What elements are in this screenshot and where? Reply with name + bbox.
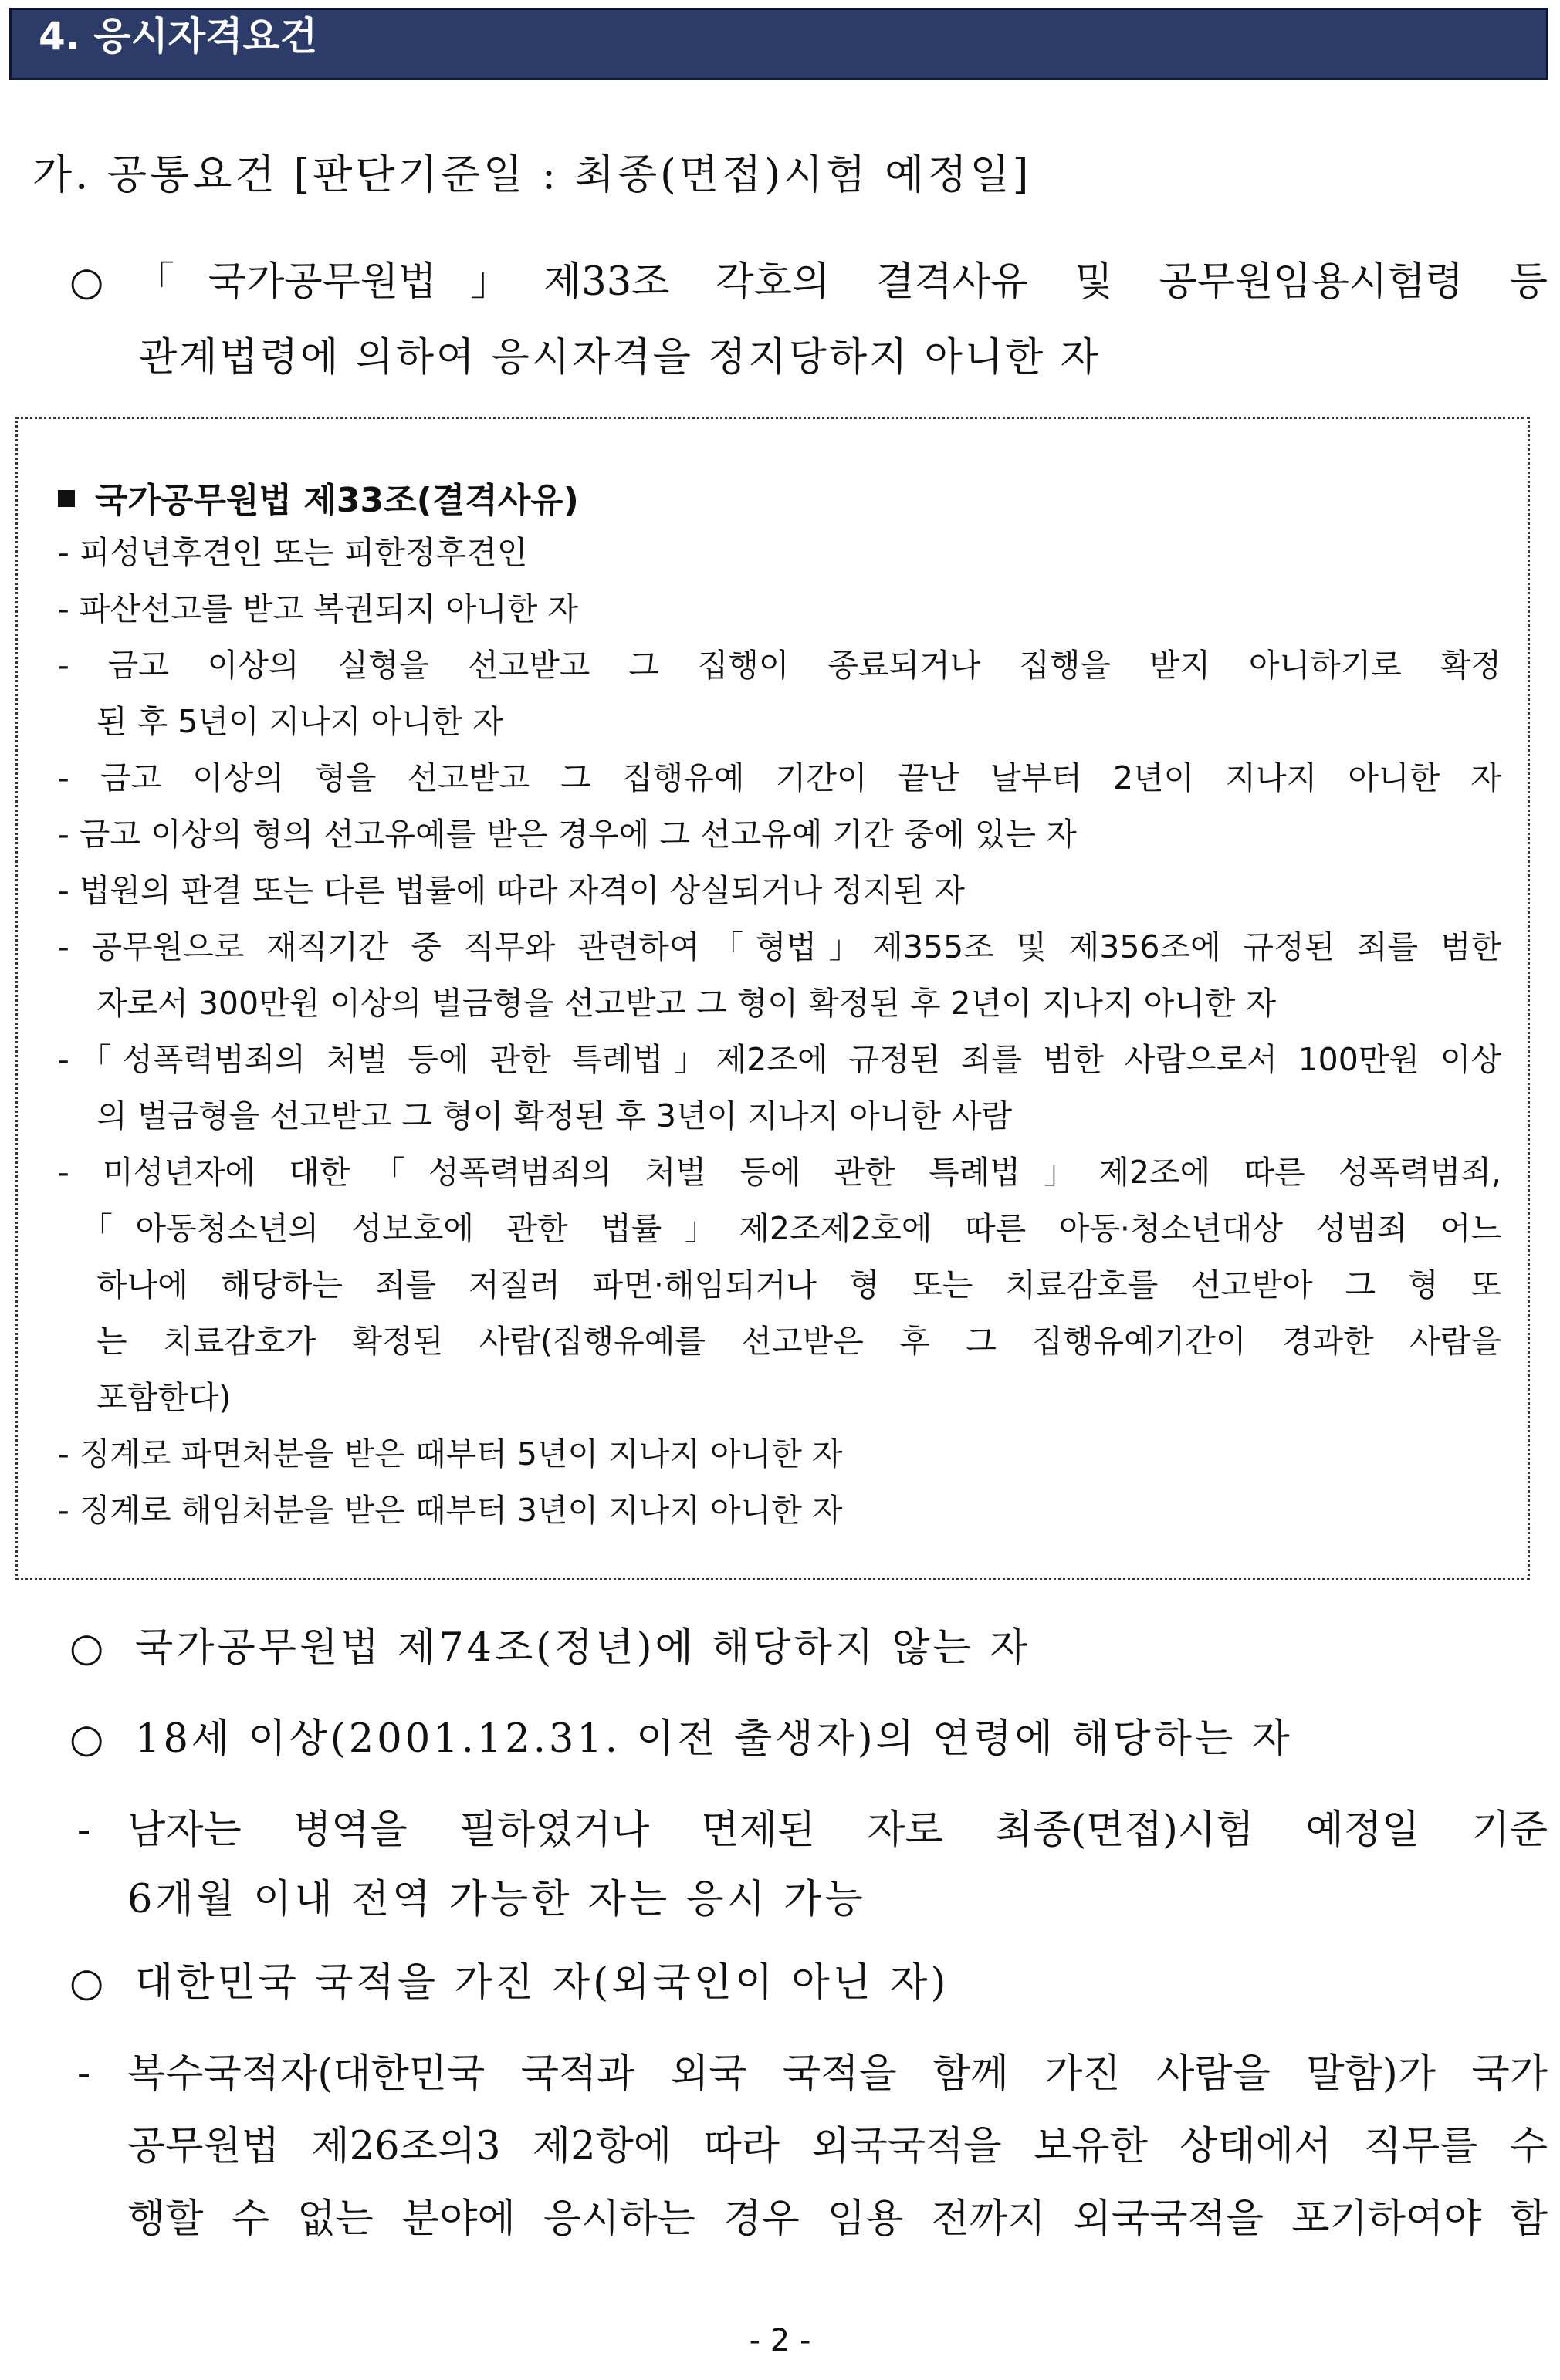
- item4-sub-line3: 행할 수 없는 분야에 응시하는 경우 임용 전까지 외국국적을 포기하여야 함: [127, 2196, 1548, 2242]
- square-bullet-icon: [58, 490, 75, 507]
- law-line: - 금고 이상의 형의 선고유예를 받은 경우에 그 선고유예 기간 중에 있는 자: [58, 816, 1077, 853]
- item3-sub-line1: 남자는 병역을 필하였거나 면제된 자로 최종(면접)시험 예정일 기준: [127, 1807, 1548, 1853]
- law-line: -「성폭력범죄의 처벌 등에 관한 특례법」제2조에 규정된 죄를 범한 사람으로서 100만원 이상: [58, 1041, 1501, 1078]
- item4-text: 대한민국 국적을 가진 자(외국인이 아닌 자): [135, 1960, 949, 2006]
- item3-bullet: ○: [69, 1716, 104, 1762]
- law-line: - 공무원으로 재직기간 중 직무와 관련하여「형법」제355조 및 제356조에 규정된 죄를 범한: [58, 928, 1501, 965]
- law-line: 는 치료감호가 확정된 사람(집행유예를 선고받은 후 그 집행유예기간이 경과한 사람을: [96, 1323, 1501, 1360]
- law-line: 된 후 5년이 지나지 아니한 자: [96, 703, 503, 740]
- item3-text: 18세 이상(2001.12.31. 이전 출생자)의 연령에 해당하는 자: [135, 1716, 1293, 1762]
- law-box-title-text: 국가공무원법 제33조(결격사유): [95, 481, 579, 520]
- law-line: 「아동청소년의 성보호에 관한 법률」제2조제2호에 따른 아동·청소년대상 성범죄 어느: [81, 1210, 1501, 1247]
- section-a-title: 가. 공통요건 [판단기준일 : 최종(면접)시험 예정일]: [32, 151, 1032, 198]
- item4-sub-dash: -: [77, 2051, 91, 2097]
- law-box-title: [58, 472, 579, 522]
- law-line: - 피성년후견인 또는 피한정후견인: [58, 534, 528, 571]
- page-number: - 2 -: [749, 2323, 811, 2358]
- law-line: - 징계로 해임처분을 받은 때부터 3년이 지나지 아니한 자: [58, 1492, 843, 1529]
- item3-sub-line2: 6개월 이내 전역 가능한 자는 응시 가능: [127, 1877, 866, 1922]
- law-line: 하나에 해당하는 죄를 저질러 파면·해임되거나 형 또는 치료감호를 선고받아 그 형 또: [96, 1266, 1501, 1303]
- law-line: 포함한다): [96, 1379, 232, 1416]
- law-line: 자로서 300만원 이상의 벌금형을 선고받고 그 형이 확정된 후 2년이 지나지 아니한 자: [96, 985, 1277, 1022]
- item1-line1: 「국가공무원법」제33조 각호의 결격사유 및 공무원임용시험령 등: [135, 259, 1548, 305]
- law-line: - 미성년자에 대한「성폭력범죄의 처벌 등에 관한 특례법」제2조에 따른 성폭력범죄,: [58, 1154, 1501, 1191]
- law-line: - 금고 이상의 실형을 선고받고 그 집행이 종료되거나 집행을 받지 아니하기로 확정: [58, 647, 1501, 684]
- item2-text: 국가공무원법 제74조(정년)에 해당하지 않는 자: [135, 1625, 1031, 1671]
- law-line: - 법원의 판결 또는 다른 법률에 따라 자격이 상실되거나 정지된 자: [58, 872, 965, 909]
- law-line: - 금고 이상의 형을 선고받고 그 집행유예 기간이 끝난 날부터 2년이 지나지 아니한 자: [58, 759, 1501, 796]
- law-line: - 파산선고를 받고 복권되지 아니한 자: [58, 590, 579, 627]
- item2-bullet: ○: [69, 1625, 104, 1671]
- item1-line2: 관계법령에 의하여 응시자격을 정지당하지 아니한 자: [139, 335, 1101, 380]
- item1-bullet: ○: [69, 259, 104, 305]
- section-header-title: 4. 응시자격요건: [39, 14, 317, 59]
- item3-sub-dash: -: [77, 1807, 91, 1853]
- item4-sub-line1: 복수국적자(대한민국 국적과 외국 국적을 함께 가진 사람을 말함)가 국가: [127, 2051, 1548, 2097]
- item4-sub-line2: 공무원법 제26조의3 제2항에 따라 외국국적을 보유한 상태에서 직무를 수: [127, 2124, 1548, 2169]
- law-line: 의 벌금형을 선고받고 그 형이 확정된 후 3년이 지나지 아니한 사람: [96, 1097, 1013, 1134]
- item4-bullet: ○: [69, 1960, 104, 2006]
- law-line: - 징계로 파면처분을 받은 때부터 5년이 지나지 아니한 자: [58, 1435, 843, 1472]
